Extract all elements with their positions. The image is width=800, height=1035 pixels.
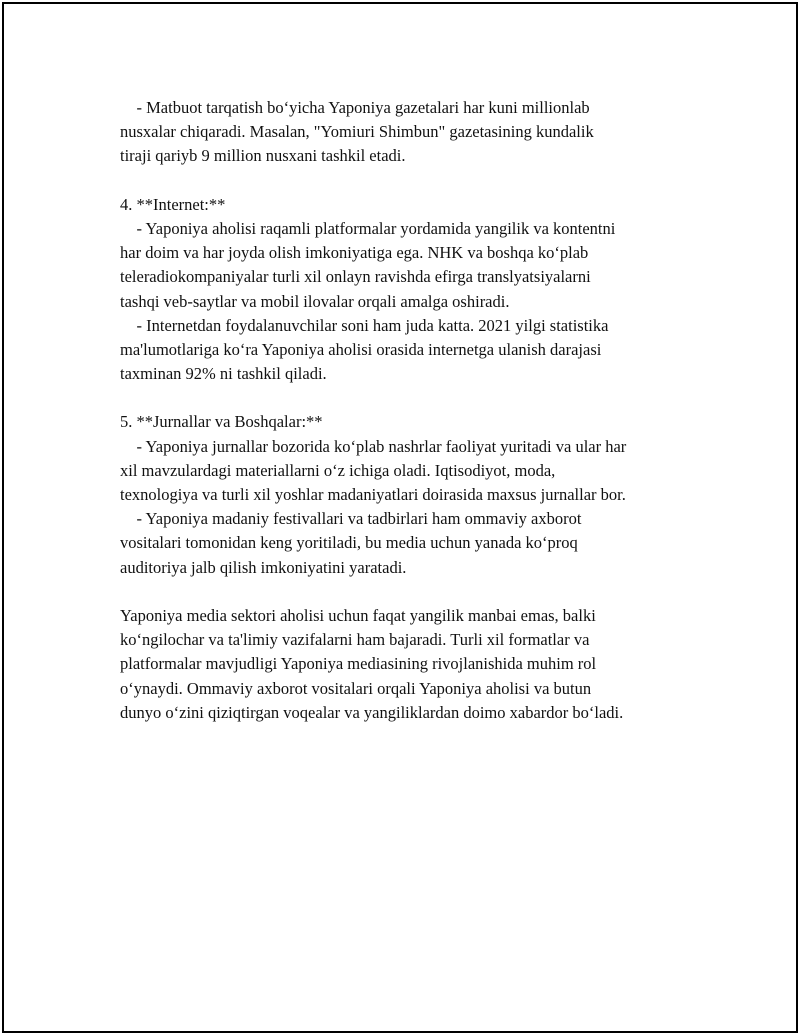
text-line: dunyo o‘zini qiziqtirgan voqealar va yangiliklardan doimo xabardor bo‘ladi. [120, 702, 624, 722]
text-line: taxminan 92% ni tashkil qiladi. [120, 364, 327, 384]
text-line: o‘ynaydi. Ommaviy axborot vositalari orqali Yaponiya aholisi va butun [120, 678, 592, 698]
section-internet [120, 193, 700, 387]
text-line: ko‘ngilochar va ta'limiy vazifalarni ham bajaradi. Turli xil formatlar va [120, 630, 590, 650]
text-line: vositalari tomonidan keng yoritiladi, bu media uchun yanada ko‘proq [120, 533, 578, 553]
section-heading: 5. **Jurnallar va Boshqalar:** [120, 412, 323, 432]
text-line: texnologiya va turli xil yoshlar madaniyatlari doirasida maxsus jurnallar bor. [120, 485, 626, 504]
text-line: platformalar mavjudligi Yaponiya mediasining rivojlanishida muhim rol [120, 654, 597, 674]
text-line: auditoriya jalb qilish imkoniyatini yaratadi. [120, 557, 407, 577]
paragraph-gap [120, 386, 700, 410]
text-line: - Yaponiya aholisi raqamli platformalar yordamida yangilik va kontentni [120, 218, 616, 238]
text-line: tashqi veb-saytlar va mobil ilovalar orqali amalga oshiradi. [120, 291, 510, 311]
paragraph-gap [120, 169, 700, 193]
text-line: teleradiokompaniyalar turli xil onlayn ravishda efirga translyatsiyalarni [120, 267, 591, 287]
text-line: - Yaponiya jurnallar bozorida ko‘plab nashrlar faoliyat yuritadi va ular har [120, 436, 627, 456]
text-line: har doim va har joyda olish imkoniyatiga ega. NHK va boshqa ko‘plab [120, 243, 589, 263]
page-frame [2, 2, 798, 1033]
text-line: - Internetdan foydalanuvchilar soni ham juda katta. 2021 yilgi statistika [120, 315, 609, 335]
section-heading: 4. **Internet:** [120, 194, 226, 214]
paragraph-conclusion [120, 604, 700, 725]
text-line: - Yaponiya madaniy festivallari va tadbirlari ham ommaviy axborot [120, 509, 582, 529]
text-line: xil mavzulardagi materiallarni o‘z ichiga oladi. Iqtisodiyot, moda, [120, 460, 556, 480]
section-magazines [120, 410, 700, 579]
paragraph-gap [120, 580, 700, 604]
text-line: ma'lumotlariga ko‘ra Yaponiya aholisi orasida internetga ulanish darajasi [120, 339, 602, 359]
text-line: tiraji qariyb 9 million nusxani tashkil etadi. [120, 146, 406, 166]
text-line: nusxalar chiqaradi. Masalan, "Yomiuri Shimbun" gazetasining kundalik [120, 122, 594, 142]
text-line: Yaponiya media sektori aholisi uchun faqat yangilik manbai emas, balki [120, 605, 596, 625]
paragraph-newspapers [120, 96, 700, 169]
text-line: - Matbuot tarqatish bo‘yicha Yaponiya gazetalari har kuni millionlab [120, 98, 590, 117]
document-body [120, 96, 700, 725]
